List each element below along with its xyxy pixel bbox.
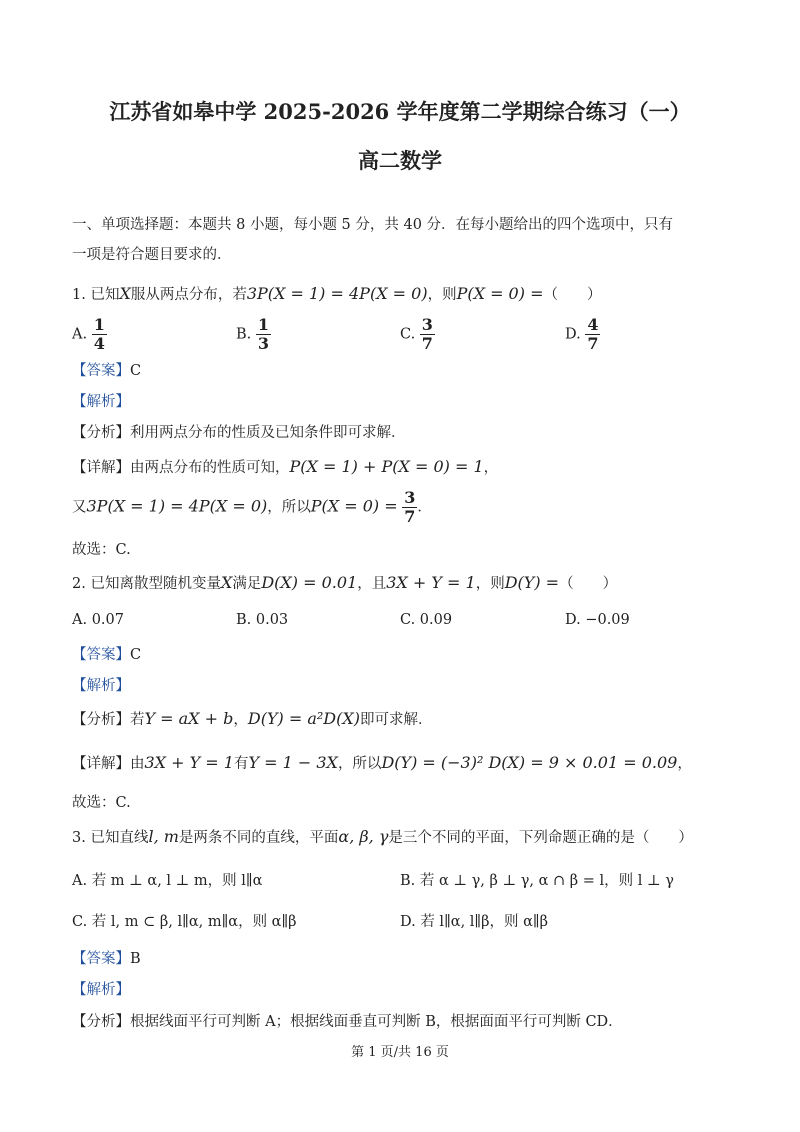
q3-option-d-label: D. [400, 914, 416, 930]
q3-stem-prefix: 3. 已知直线 [72, 830, 149, 846]
q2-fenxi-math2: D(Y) = a²D(X) [247, 709, 360, 728]
q2-option-c [400, 612, 452, 628]
q3-answer-tag: 【答案】 [72, 951, 130, 967]
q2-option-b [236, 612, 288, 628]
q1-option-d-label: D. [565, 326, 581, 343]
q1-option-d-num: 4 [587, 315, 599, 334]
page-title: 江苏省如皋中学 2025-2026 学年度第二学期综合练习（一） [109, 99, 691, 124]
q1-detail-tag: 【详解】 [72, 460, 130, 476]
q2-fenxi-math1: Y = aX + b [144, 709, 234, 728]
q3-analysis-tag: 【解析】 [72, 982, 130, 998]
q2-answer-tag: 【答案】 [72, 647, 130, 663]
q1-option-b-num: 1 [257, 315, 270, 334]
q2-detail [72, 752, 692, 773]
q3-lines: l, m [148, 827, 179, 846]
q3-fenxi [72, 1010, 623, 1031]
q3-fenxi-tag: 【分析】 [72, 1014, 130, 1030]
q1-detail2-a: 又 [72, 499, 87, 516]
q2-stem-mid: 满足 [232, 576, 262, 592]
section-intro-line1: 一、单项选择题：本题共 8 小题，每小题 5 分，共 40 分．在每小题给出的四个选项中，只有 [72, 217, 674, 233]
q2-paren: （ ） [559, 576, 618, 592]
q1-detail2-math2: P(X = 0) = [310, 496, 398, 516]
q3-option-c-label: C. [72, 914, 88, 930]
q1-stem-prefix: 1. 已知 [72, 287, 120, 303]
q1-option-a-fraction [92, 316, 107, 353]
q1-conclusion: 故选：C. [72, 542, 131, 558]
q1-condition: 3P(X = 1) = 4P(X = 0) [246, 284, 428, 303]
q2-detail-math3: D(Y) = (−3)² D(X) = 9 × 0.01 = 0.09 [381, 753, 678, 772]
q3-option-c [72, 910, 297, 931]
q1-detail2-math1: 3P(X = 1) = 4P(X = 0) [86, 496, 268, 516]
q1-option-c-den: 7 [421, 334, 433, 353]
q2-detail-c: ，所以 [337, 756, 382, 772]
q1-option-b-label: B. [236, 326, 252, 343]
q1-detail2-b: ，所以 [267, 499, 311, 516]
q2-option-d [565, 612, 630, 628]
q3-answer-value: B [130, 951, 141, 967]
page-subtitle: 高二数学 [358, 148, 442, 173]
q1-option-a [72, 316, 107, 353]
q1-paren: （ ） [543, 287, 602, 303]
q1-option-c-fraction [420, 316, 435, 353]
q1-detail-line1 [72, 456, 498, 477]
q1-option-c-num: 3 [421, 315, 433, 334]
q2-stem-mid2: ，且 [357, 576, 387, 592]
q3-option-d-text: 若 l∥α, l∥β，则 α∥β [420, 914, 548, 930]
q2-option-b-value: 0.03 [255, 612, 289, 628]
q1-fenxi [72, 421, 406, 442]
q3-planes: α, β, γ [338, 827, 389, 846]
q2-stem [72, 572, 617, 593]
q2-condition1: D(X) = 0.01 [261, 573, 358, 592]
q1-detail1-math: P(X = 1) + P(X = 0) = 1 [289, 457, 484, 476]
q2-answer-value: C [130, 647, 142, 663]
q1-answer [72, 359, 141, 380]
q2-option-b-label: B. [236, 612, 252, 628]
q3-option-b-text: 若 α ⊥ γ, β ⊥ γ, α ∩ β = l，则 l ⊥ γ [419, 873, 674, 889]
q3-option-b [400, 869, 674, 890]
q1-option-b [236, 316, 271, 353]
q3-fenxi-text: 根据线面平行可判断 A；根据线面垂直可判断 B，根据面面平行可判断 CD． [130, 1014, 623, 1030]
q3-option-b-label: B. [400, 873, 416, 889]
q1-ask: P(X = 0) = [456, 284, 544, 303]
q2-fenxi-tag: 【分析】 [72, 712, 130, 728]
q1-option-c [400, 316, 435, 353]
q3-stem-mid: 是两条不同的直线，平面 [178, 830, 339, 846]
q3-stem [72, 826, 693, 847]
q2-fenxi-a: 若 [130, 712, 145, 728]
q2-answer [72, 643, 141, 664]
q2-option-c-label: C. [400, 612, 416, 628]
q1-detail2-end: ． [417, 499, 432, 516]
q3-option-d [400, 910, 548, 931]
q1-answer-value: C [130, 363, 142, 379]
q1-answer-tag: 【答案】 [72, 363, 130, 379]
q1-stem-then: ，则 [427, 287, 457, 303]
q1-option-a-den: 4 [93, 334, 105, 353]
q1-detail-line2 [72, 489, 432, 526]
q2-option-a [72, 612, 124, 628]
q1-var: X [119, 284, 131, 303]
q1-analysis-tag: 【解析】 [72, 394, 130, 410]
q2-fenxi-c: 即可求解． [360, 712, 433, 728]
q2-option-c-value: 0.09 [419, 612, 453, 628]
q1-option-c-label: C. [400, 326, 416, 343]
q2-conclusion: 故选：C. [72, 795, 131, 811]
q1-fenxi-tag: 【分析】 [72, 425, 130, 441]
q2-option-d-label: D. [565, 612, 581, 628]
q2-analysis-tag: 【解析】 [72, 678, 130, 694]
q2-stem-then: ，则 [475, 576, 505, 592]
q1-stem-mid: 服从两点分布，若 [130, 287, 247, 303]
q2-condition2: 3X + Y = 1 [386, 573, 476, 592]
q1-detail2-fraction [402, 489, 417, 526]
q1-detail1-text: 由两点分布的性质可知， [130, 460, 290, 476]
q3-option-a-text: 若 m ⊥ α, l ⊥ m，则 l∥α [91, 873, 263, 889]
q2-fenxi [72, 708, 433, 729]
q2-option-a-value: 0.07 [91, 612, 124, 628]
q2-detail-d: ， [677, 756, 692, 772]
q3-option-c-text: 若 l, m ⊂ β, l∥α, m∥α，则 α∥β [91, 914, 297, 930]
q2-option-d-value: −0.09 [585, 612, 630, 628]
q1-option-d-fraction [585, 316, 600, 353]
q3-option-a-label: A. [72, 873, 88, 889]
page-footer: 第 1 页/共 16 页 [351, 1045, 449, 1060]
q1-detail2-num: 3 [404, 488, 416, 507]
q1-stem [72, 283, 601, 304]
q2-option-a-label: A. [72, 612, 88, 628]
q2-fenxi-b: ， [233, 712, 248, 728]
q2-ask: D(Y) = [504, 573, 560, 592]
section-intro-line2: 一项是符合题目要求的． [72, 247, 232, 263]
q2-detail-b: 有 [233, 756, 249, 772]
q1-option-d-den: 7 [587, 334, 599, 353]
q2-detail-math2: Y = 1 − 3X [248, 753, 338, 772]
q1-option-d [565, 316, 600, 353]
q3-answer [72, 947, 141, 968]
q2-stem-prefix: 2. 已知离散型随机变量 [72, 576, 221, 592]
q3-option-a [72, 869, 262, 890]
q2-var: X [220, 573, 233, 592]
q2-detail-math1: 3X + Y = 1 [144, 753, 234, 772]
q1-option-b-fraction [256, 316, 271, 353]
q2-detail-tag: 【详解】 [72, 756, 130, 772]
q1-fenxi-text: 利用两点分布的性质及已知条件即可求解． [130, 425, 406, 441]
q2-detail-a: 由 [130, 756, 145, 772]
q1-detail1-end: ， [483, 460, 499, 476]
q1-option-b-den: 3 [257, 334, 270, 353]
q3-stem-end: 是三个不同的平面，下列命题正确的是（ ） [388, 830, 693, 846]
q1-option-a-num: 1 [93, 315, 105, 334]
q1-detail2-den: 7 [404, 507, 416, 526]
q1-option-a-label: A. [72, 326, 88, 343]
